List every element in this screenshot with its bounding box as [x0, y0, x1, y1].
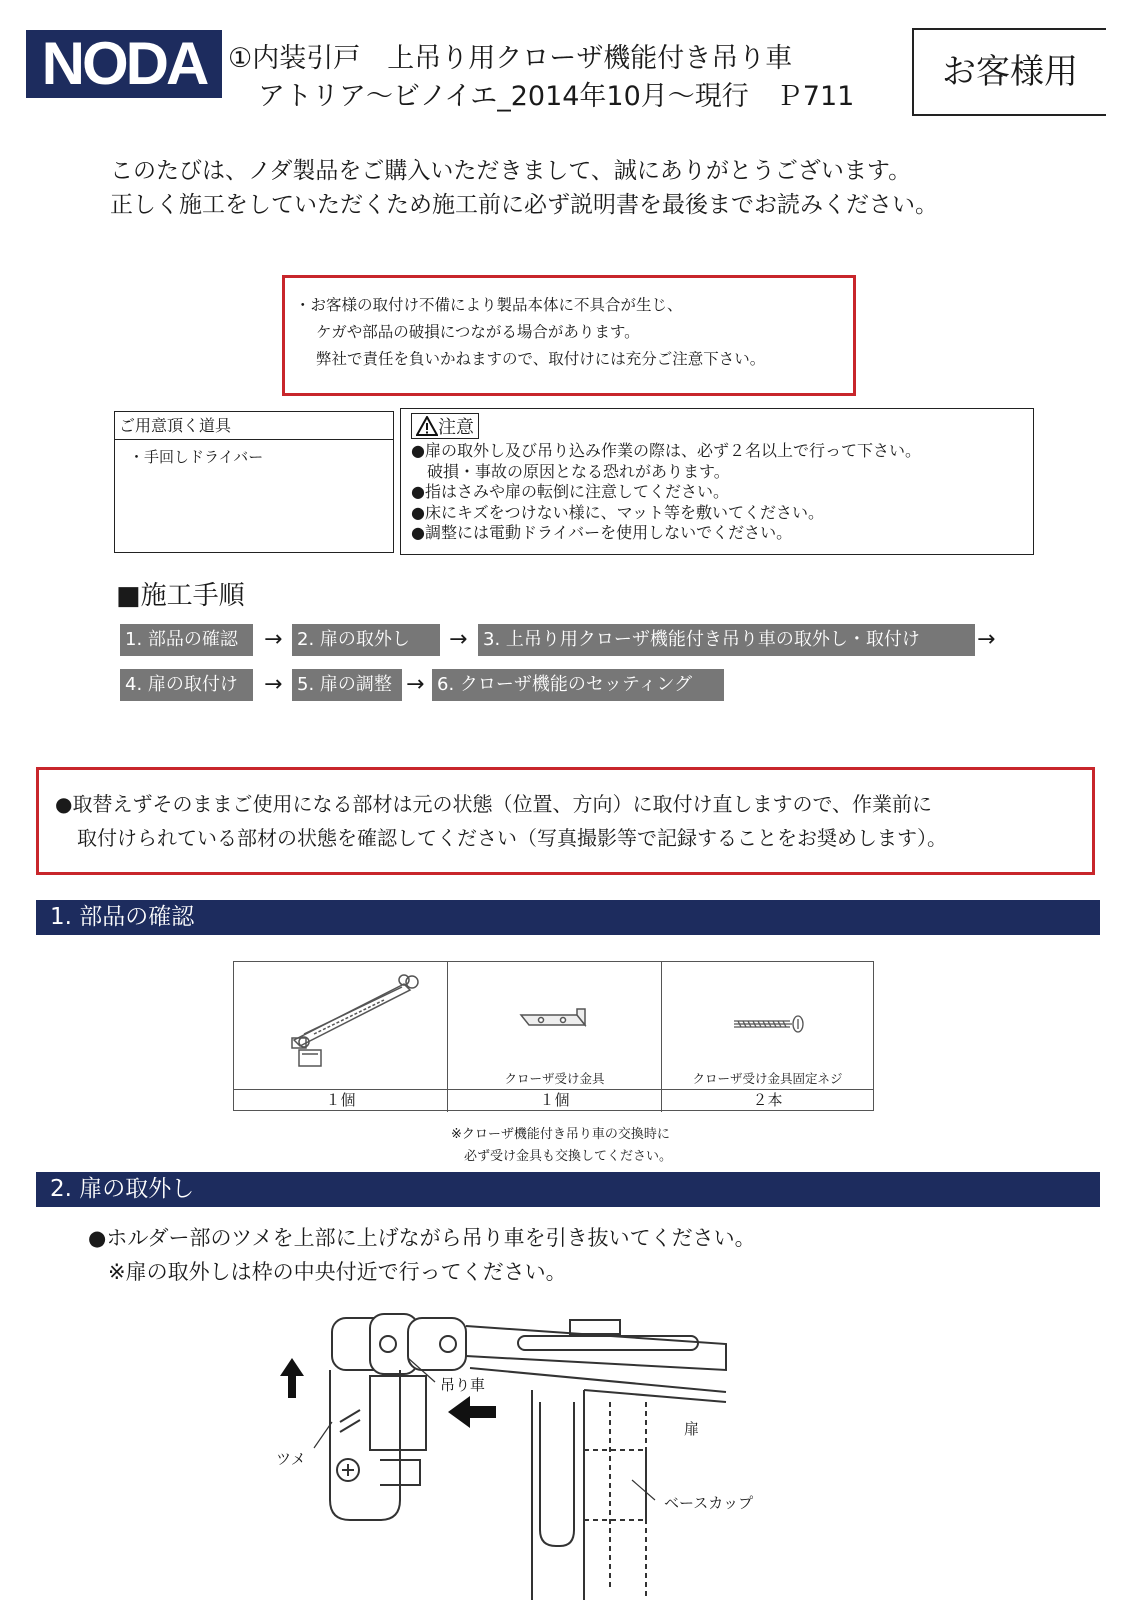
- section1-title: 1. 部品の確認: [36, 900, 1100, 935]
- warning-box: [282, 275, 856, 396]
- parts-table: [233, 961, 874, 1111]
- step-3: 3. 上吊り用クローザ機能付き吊り車の取外し・取付け: [478, 624, 975, 656]
- closer-roller-illustration: [264, 972, 424, 1067]
- receiver-bracket-illustration: [515, 1007, 595, 1037]
- left-arrow-icon: [448, 1396, 496, 1428]
- step-2: 2. 扉の取外し: [292, 624, 440, 656]
- part-cell-receiver-bracket: [448, 962, 662, 1112]
- tools-heading: ご用意頂く道具: [115, 412, 393, 440]
- section2-instruction1: ●ホルダー部のツメを上部に上げながら吊り車を引き抜いてください。: [88, 1226, 756, 1250]
- step-arrow: →: [977, 627, 996, 652]
- document-title-line2: アトリア～ビノイエ_2014年10月～現行 Ｐ711: [258, 81, 855, 112]
- section2-title: 2. 扉の取外し: [36, 1172, 1100, 1207]
- caution-box: [400, 408, 1034, 555]
- door-removal-diagram: [270, 1310, 760, 1600]
- caution-heading: [411, 413, 479, 439]
- step-arrow: →: [449, 627, 468, 652]
- parts-note-line1: ※クローザ機能付き吊り車の交換時に: [451, 1127, 670, 1142]
- caution-line: 破損・事故の原因となる恐れがあります。: [411, 461, 730, 481]
- step-arrow: →: [264, 672, 283, 697]
- notice-line1: ●取替えずそのままご使用になる部材は元の状態（位置、方向）に取付け直しますので、作業前に: [55, 792, 933, 816]
- caution-line: ●床にキズをつけない様に、マット等を敷いてください。: [411, 502, 825, 522]
- step-6: 6. クローザ機能のセッティング: [432, 669, 724, 701]
- up-arrow-icon: [280, 1358, 304, 1398]
- customer-label-box: お客様用: [912, 28, 1106, 116]
- caution-heading-label: 注意: [438, 417, 474, 438]
- label-claw: ツメ: [276, 1450, 306, 1468]
- label-base-cup: ベースカップ: [664, 1494, 754, 1512]
- part-count: １個: [448, 1089, 661, 1111]
- notice-box: [36, 767, 1095, 875]
- step-5: 5. 扉の調整: [292, 669, 402, 701]
- caution-line: ●調整には電動ドライバーを使用しないでください。: [411, 523, 793, 542]
- document-title-line1: ①内装引戸 上吊り用クローザ機能付き吊り車: [228, 43, 793, 74]
- warning-line: 弊社で責任を負いかねますので、取付けには充分ご注意下さい。: [316, 350, 766, 368]
- fixing-screw-illustration: [730, 1014, 810, 1034]
- part-cell-closer-roller: [234, 962, 448, 1112]
- step-arrow: →: [406, 672, 425, 697]
- intro-line2: 正しく施工をしていただくため施工前に必ず説明書を最後までお読みください。: [110, 192, 938, 218]
- part-cell-fixing-screw: [662, 962, 873, 1112]
- label-roller: 吊り車: [440, 1376, 486, 1394]
- step-arrow: →: [264, 627, 283, 652]
- procedure-title: ■施工手順: [116, 581, 245, 611]
- intro-line1: このたびは、ノダ製品をご購入いただきまして、誠にありがとうございます。: [110, 158, 912, 184]
- warning-line: ケガや部品の破損につながる場合があります。: [316, 323, 640, 341]
- section2-instruction2: ※扉の取外しは枠の中央付近で行ってください。: [108, 1260, 567, 1284]
- step-4: 4. 扉の取付け: [120, 669, 253, 701]
- part-label: クローザ受け金具固定ネジ: [692, 1071, 843, 1086]
- part-count: ２本: [662, 1089, 873, 1111]
- warning-line: ・お客様の取付け不備により製品本体に不具合が生じ、: [295, 296, 683, 314]
- part-label: クローザ受け金具: [504, 1071, 605, 1086]
- tools-box: [114, 411, 394, 553]
- tools-item: ・手回しドライバー: [129, 448, 264, 466]
- label-door: 扉: [684, 1420, 700, 1438]
- part-count: １個: [234, 1089, 447, 1111]
- noda-logo: NODA: [26, 30, 222, 98]
- warning-triangle-icon: [416, 416, 438, 436]
- caution-line: ●指はさみや扉の転倒に注意してください。: [411, 482, 729, 501]
- step-1: 1. 部品の確認: [120, 624, 253, 656]
- parts-note-line2: 必ず受け金具も交換してください。: [464, 1149, 673, 1164]
- notice-line2: 取付けられている部材の状態を確認してください（写真撮影等で記録することをお奨めします）。: [77, 826, 947, 850]
- caution-line: ●扉の取外し及び吊り込み作業の際は、必ず２名以上で行って下さい。: [411, 441, 921, 460]
